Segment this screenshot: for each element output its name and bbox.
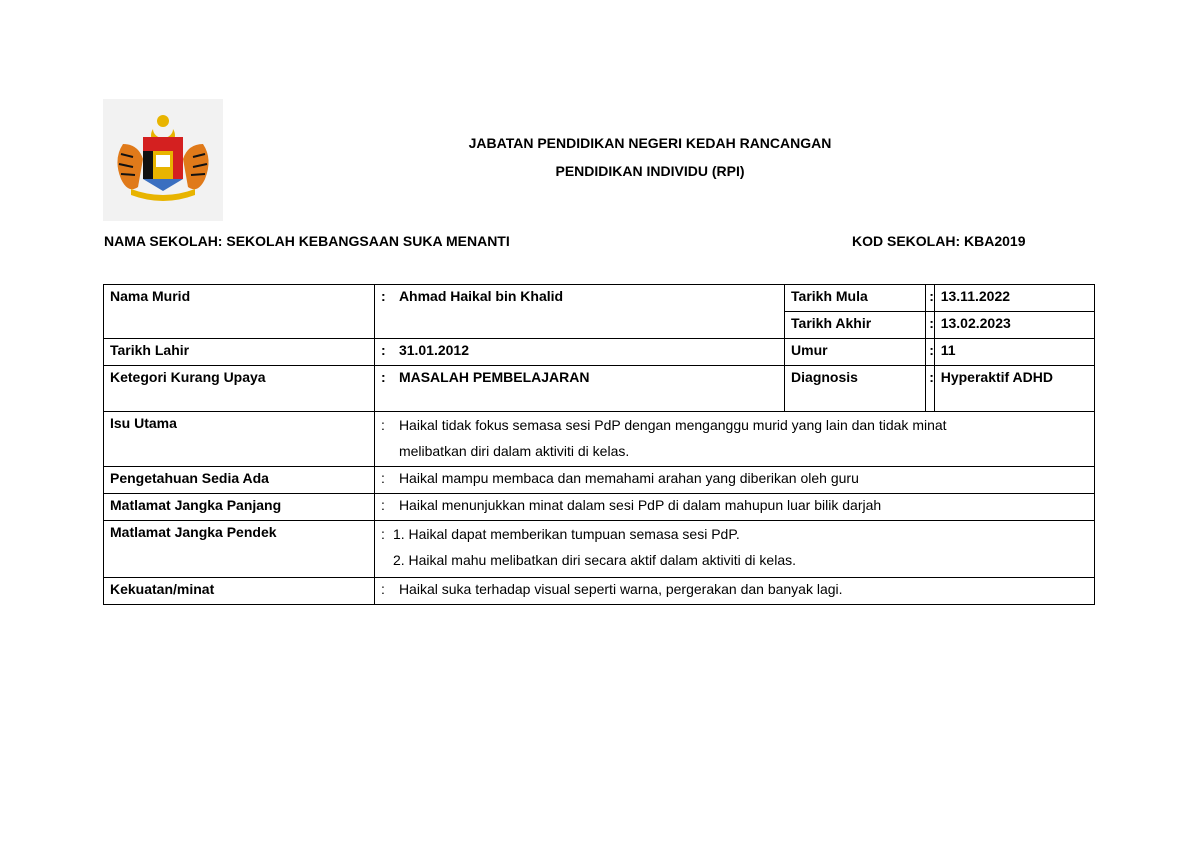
table-row: Tarikh Akhir : 13.02.2023 [104, 312, 1095, 339]
label-nama-murid: Nama Murid [104, 285, 375, 339]
table-row [104, 521, 1095, 578]
value-tarikh-mula: 13.11.2022 [934, 285, 1094, 312]
value-jangka-pendek: : 1. Haikal dapat memberikan tumpuan semasa sesi PdP. 2. Haikal mahu melibatkan diri secara aktif dalam aktiviti di kelas. [374, 521, 1094, 578]
label-pengetahuan: Pengetahuan Sedia Ada [104, 467, 375, 494]
value-tarikh-lahir: : 31.01.2012 [374, 339, 784, 366]
label-tarikh-mula: Tarikh Mula [785, 285, 926, 312]
value-pengetahuan: : Haikal mampu membaca dan memahami arahan yang diberikan oleh guru [374, 467, 1094, 494]
value-kategori: : MASALAH PEMBELAJARAN [374, 366, 784, 412]
value-diagnosis: Hyperaktif ADHD [934, 366, 1094, 412]
label-tarikh-akhir: Tarikh Akhir [785, 312, 926, 339]
value-kekuatan: : Haikal suka terhadap visual seperti warna, pergerakan dan banyak lagi. [374, 578, 1094, 605]
value-umur: 11 [934, 339, 1094, 366]
label-umur: Umur [785, 339, 926, 366]
table-row [104, 494, 1095, 521]
label-diagnosis: Diagnosis [785, 366, 926, 412]
label-isu-utama: Isu Utama [104, 412, 375, 467]
table-row: Ketegori Kurang Upaya : MASALAH PEMBELAJARAN Diagnosis : Hyperaktif ADHD [104, 366, 1095, 412]
school-name: NAMA SEKOLAH: SEKOLAH KEBANGSAAN SUKA MENANTI [104, 233, 510, 249]
label-tarikh-lahir: Tarikh Lahir [104, 339, 375, 366]
student-info-table [103, 284, 1095, 605]
document-title-line2: PENDIDIKAN INDIVIDU (RPI) [555, 163, 745, 179]
value-jangka-panjang: : Haikal menunjukkan minat dalam sesi PdP di dalam mahupun luar bilik darjah [374, 494, 1094, 521]
label-kategori: Ketegori Kurang Upaya [104, 366, 375, 412]
coat-of-arms-logo [103, 99, 223, 221]
value-isu-utama: : Haikal tidak fokus semasa sesi PdP dengan menganggu murid yang lain dan tidak minat melibatkan diri dalam aktiviti di kelas. [374, 412, 1094, 467]
table-row [104, 412, 1095, 467]
value-nama-murid: : Ahmad Haikal bin Khalid [374, 285, 784, 339]
school-code: KOD SEKOLAH: KBA2019 [852, 233, 1026, 249]
label-kekuatan: Kekuatan/minat [104, 578, 375, 605]
label-jangka-panjang: Matlamat Jangka Panjang [104, 494, 375, 521]
label-jangka-pendek: Matlamat Jangka Pendek [104, 521, 375, 578]
table-row: Nama Murid : Ahmad Haikal bin Khalid Tarikh Mula : 13.11.2022 [104, 285, 1095, 312]
table-row [104, 578, 1095, 605]
table-row [104, 467, 1095, 494]
value-tarikh-akhir: 13.02.2023 [934, 312, 1094, 339]
document-title-line1: JABATAN PENDIDIKAN NEGERI KEDAH RANCANGAN [468, 135, 832, 151]
table-row: Tarikh Lahir : 31.01.2012 Umur : 11 [104, 339, 1095, 366]
